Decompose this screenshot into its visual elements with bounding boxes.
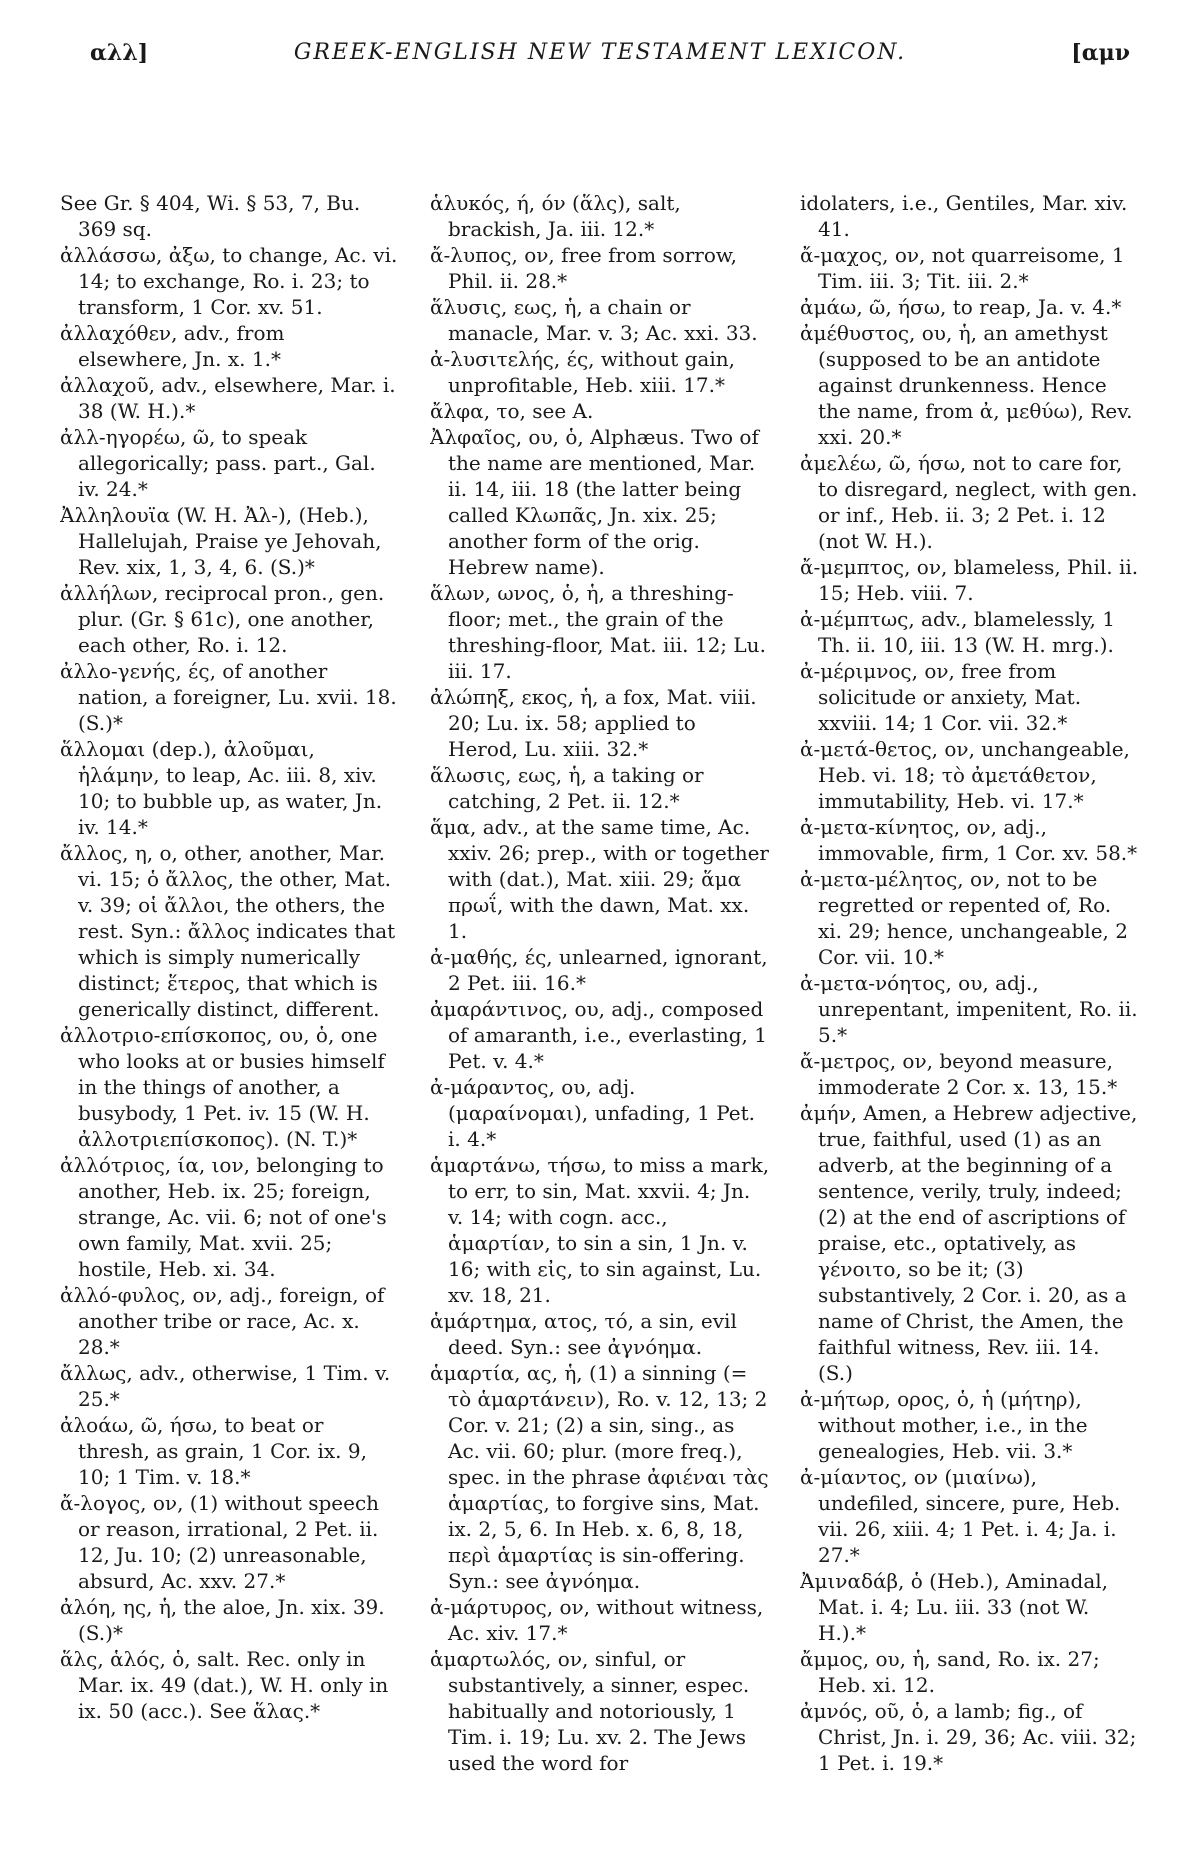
lexicon-entry: Ἀλφαῖος, ου, ὁ, Alphæus. Two of the name are mentioned, Mar. ii. 14, iii. 18 (the latter being called Κλωπᾶς, Jn. xix. 25; another form of the orig. Hebrew name).	[430, 425, 759, 579]
lexicon-entry: ἅλων, ωνος, ὁ, ἡ, a threshing-floor; met., the grain of the threshing-floor, Mat. iii. 12; Lu. iii. 17.	[430, 581, 766, 683]
lexicon-entry: ἀλλοτριο-επίσκοπος, ου, ὁ, one who looks at or busies himself in the things of another, a busybody, 1 Pet. iv. 15 (W. H. ἀλλοτριεπίσκοπος). (N. T.)*	[60, 1023, 385, 1151]
lexicon-entry: ἀλλήλων, reciprocal pron., gen. plur. (Gr. § 61c), one another, each other, Ro. i. 12.	[60, 581, 385, 657]
lexicon-entry: ἄμμος, ου, ἡ, sand, Ro. ix. 27; Heb. xi. 12.	[800, 1647, 1100, 1697]
lexicon-entry: ἀ-μίαντος, ον (μιαίνω), undefiled, sincere, pure, Heb. vii. 26, xiii. 4; 1 Pet. i. 4; Ja. i. 27.*	[800, 1465, 1121, 1567]
lexicon-entry: ἀμάω, ῶ, ήσω, to reap, Ja. v. 4.*	[800, 295, 1122, 319]
lexicon-entry: ἅλλομαι (dep.), ἀλοῦμαι, ἡλάμην, to leap, Ac. iii. 8, xiv. 10; to bubble up, as water, Jn. iv. 14.*	[60, 737, 383, 839]
lexicon-entry: ἅμα, adv., at the same time, Ac. xxiv. 26; prep., with or together with (dat.), Mat. xiii. 29; ἅμα πρωΐ, with the dawn, Mat. xx. 1.	[430, 815, 769, 943]
lexicon-entry: ἀμελέω, ῶ, ήσω, not to care for, to disregard, neglect, with gen. or inf., Heb. ii. 3; 2 Pet. i. 12 (not W. H.).	[800, 451, 1138, 553]
lexicon-entry: ἀ-μετα-κίνητος, ον, adj., immovable, firm, 1 Cor. xv. 58.*	[800, 815, 1138, 865]
lexicon-entry: ἀμνός, οῦ, ὁ, a lamb; fig., of Christ, Jn. i. 29, 36; Ac. viii. 32; 1 Pet. i. 19.*	[800, 1699, 1137, 1775]
lexicon-entry: ἀμέθυστος, ου, ἡ, an amethyst (supposed to be an antidote against drunkenness. Hence the name, from ἀ, μεθύω), Rev. xxi. 20.*	[800, 321, 1133, 449]
header-right-guideword: [αμν	[1071, 40, 1130, 66]
lexicon-entry: ἀλλότριος, ία, ιον, belonging to another, Heb. ix. 25; foreign, strange, Ac. vii. 6; not of one's own family, Mat. xvii. 25; hostile, Heb. xi. 34.	[60, 1153, 387, 1281]
lexicon-entry: Ἀλληλουϊα (W. H. Ἀλ-), (Heb.), Hallelujah, Praise ye Jehovah, Rev. xix, 1, 3, 4, 6. (S.)*	[60, 503, 382, 579]
lexicon-entry: ἀ-μέριμνος, ον, free from solicitude or anxiety, Mat. xxviii. 14; 1 Cor. vii. 32.*	[800, 659, 1082, 735]
lexicon-entry: ἁμαρτωλός, ον, sinful, or substantively, a sinner, espec. habitually and notoriously, 1 Tim. i. 19; Lu. xv. 2. The Jews used the word for	[430, 1647, 750, 1775]
lexicon-entry: ἄ-μεμπτος, ον, blameless, Phil. ii. 15; Heb. viii. 7.	[800, 555, 1139, 605]
lexicon-entry: ἀμαράντινος, ου, adj., composed of amaranth, i.e., everlasting, 1 Pet. v. 4.*	[430, 997, 767, 1073]
lexicon-entry: ἀλλαχοῦ, adv., elsewhere, Mar. i. 38 (W. H.).*	[60, 373, 396, 423]
lexicon-entry: ἀλώπηξ, εκος, ἡ, a fox, Mat. viii. 20; Lu. ix. 58; applied to Herod, Lu. xiii. 32.*	[430, 685, 757, 761]
lexicon-entry: ἀ-μήτωρ, ορος, ὁ, ἡ (μήτηρ), without mother, i.e., in the genealogies, Heb. vii. 3.*	[800, 1387, 1088, 1463]
lexicon-entry: Ἀμιναδάβ, ὁ (Heb.), Aminadal, Mat. i. 4; Lu. iii. 33 (not W. H.).*	[800, 1569, 1109, 1645]
page-header	[60, 40, 1140, 80]
lexicon-entry: ἄ-λογος, ον, (1) without speech or reason, irrational, 2 Pet. ii. 12, Ju. 10; (2) unreasonable, absurd, Ac. xxv. 27.*	[60, 1491, 380, 1593]
lexicon-entry: ἄ-μαχος, ον, not quarreisome, 1 Tim. iii. 3; Tit. iii. 2.*	[800, 243, 1125, 293]
lexicon-entry: ἀλλό-φυλος, ον, adj., foreign, of another tribe or race, Ac. x. 28.*	[60, 1283, 385, 1359]
lexicon-entry: ἀλλάσσω, ἀξω, to change, Ac. vi. 14; to exchange, Ro. i. 23; to transform, 1 Cor. xv. 51.	[60, 243, 398, 319]
lexicon-entry: ἅλυσις, εως, ἡ, a chain or manacle, Mar. v. 3; Ac. xxi. 33.	[430, 295, 758, 345]
lexicon-entry: ἄλφα, το, see Α.	[430, 399, 594, 423]
lexicon-entry: See Gr. § 404, Wi. § 53, 7, Bu. 369 sq.	[60, 191, 361, 241]
lexicon-entry: ἀλλ-ηγορέω, ῶ, to speak allegorically; pass. part., Gal. iv. 24.*	[60, 425, 376, 501]
column-right	[800, 190, 1140, 1776]
lexicon-entry: ἄλλος, η, ο, other, another, Mar. vi. 15; ὁ ἄλλος, the other, Mat. v. 39; οἱ ἄλλοι, the others, the rest. Syn.: ἄλλος indicates that which is simply numerically distinct; ἕτερος, that which is generically distinct, different.	[60, 841, 396, 1021]
lexicon-entry: ἁμαρτία, ας, ἡ, (1) a sinning (= τὸ ἁμαρτάνειν), Ro. v. 12, 13; 2 Cor. v. 21; (2) a sin, sing., as Ac. vii. 60; plur. (more freq.), spec. in the phrase ἀφιέναι τὰς ἁμαρτίας, to forgive sins, Mat. ix. 2, 5, 6. In Heb. x. 6, 8, 18, περὶ ἁμαρτίας is sin-offering. Syn.: see ἀγνόημα.	[430, 1361, 769, 1593]
lexicon-entry: ἀ-μετα-μέλητος, ον, not to be regretted or repented of, Ro. xi. 29; hence, unchangeable, 2 Cor. vii. 10.*	[800, 867, 1128, 969]
lexicon-entry: ἁλυκός, ή, όν (ἅλς), salt, brackish, Ja. iii. 12.*	[430, 191, 681, 241]
lexicon-entry: ἀμήν, Amen, a Hebrew adjective, true, faithful, used (1) as an adverb, at the beginning of a sentence, verily, truly, indeed; (2) at the end of ascriptions of praise, etc., optatively, as γένοιτο, so be it; (3) substantively, 2 Cor. i. 20, as a name of Christ, the Amen, the faithful witness, Rev. iii. 14. (S.)	[800, 1101, 1138, 1385]
lexicon-entry: idolaters, i.e., Gentiles, Mar. xiv. 41.	[800, 191, 1128, 241]
lexicon-entry: ἁμάρτημα, ατος, τό, a sin, evil deed. Syn.: see ἀγνόημα.	[430, 1309, 737, 1359]
lexicon-entry: ἀλλαχόθεν, adv., from elsewhere, Jn. x. 1.*	[60, 321, 285, 371]
lexicon-entry: ἀλόη, ης, ἡ, the aloe, Jn. xix. 39. (S.)*	[60, 1595, 385, 1645]
lexicon-entry: ἀ-λυσιτελής, ές, without gain, unprofitable, Heb. xiii. 17.*	[430, 347, 735, 397]
header-left-guideword: αλλ]	[90, 40, 149, 66]
lexicon-entry: ἀ-μάρτυρος, ον, without witness, Ac. xiv. 17.*	[430, 1595, 764, 1645]
column-middle	[430, 190, 770, 1776]
lexicon-entry: ἅλωσις, εως, ἡ, a taking or catching, 2 Pet. ii. 12.*	[430, 763, 704, 813]
lexicon-entry: ἄ-μετρος, ον, beyond measure, immoderate 2 Cor. x. 13, 15.*	[800, 1049, 1118, 1099]
lexicon-entry: ἀλοάω, ῶ, ήσω, to beat or thresh, as grain, 1 Cor. ix. 9, 10; 1 Tim. v. 18.*	[60, 1413, 367, 1489]
lexicon-entry: ἄ-λυπος, ον, free from sorrow, Phil. ii. 28.*	[430, 243, 738, 293]
lexicon-entry: ἀ-μέμπτως, adv., blamelessly, 1 Th. ii. 10, iii. 13 (W. H. mrg.).	[800, 607, 1115, 657]
lexicon-entry: ἅλς, ἁλός, ὁ, salt. Rec. only in Mar. ix. 49 (dat.), W. H. only in ix. 50 (acc.). See ἅλας.*	[60, 1647, 389, 1723]
lexicon-entry: ἁμαρτάνω, τήσω, to miss a mark, to err, to sin, Mat. xxvii. 4; Jn. v. 14; with cogn. acc., ἁμαρτίαν, to sin a sin, 1 Jn. v. 16; with εἰς, to sin against, Lu. xv. 18, 21.	[430, 1153, 770, 1307]
lexicon-entry: ἀ-μάραντος, ου, adj. (μαραίνομαι), unfading, 1 Pet. i. 4.*	[430, 1075, 756, 1151]
header-title: GREEK-ENGLISH NEW TESTAMENT LEXICON.	[293, 40, 907, 65]
lexicon-entry: ἀ-μετά-θετος, ον, unchangeable, Heb. vi. 18; τὸ ἀμετάθετον, immutability, Heb. vi. 17.*	[800, 737, 1130, 813]
lexicon-entry: ἄλλως, adv., otherwise, 1 Tim. v. 25.*	[60, 1361, 391, 1411]
lexicon-entry: ἀλλο-γενής, ές, of another nation, a foreigner, Lu. xvii. 18. (S.)*	[60, 659, 397, 735]
column-left	[60, 190, 400, 1776]
lexicon-entry: ἀ-μετα-νόητος, ου, adj., unrepentant, impenitent, Ro. ii. 5.*	[800, 971, 1138, 1047]
entry-columns	[60, 190, 1140, 1776]
lexicon-entry: ἀ-μαθής, ές, unlearned, ignorant, 2 Pet. iii. 16.*	[430, 945, 768, 995]
